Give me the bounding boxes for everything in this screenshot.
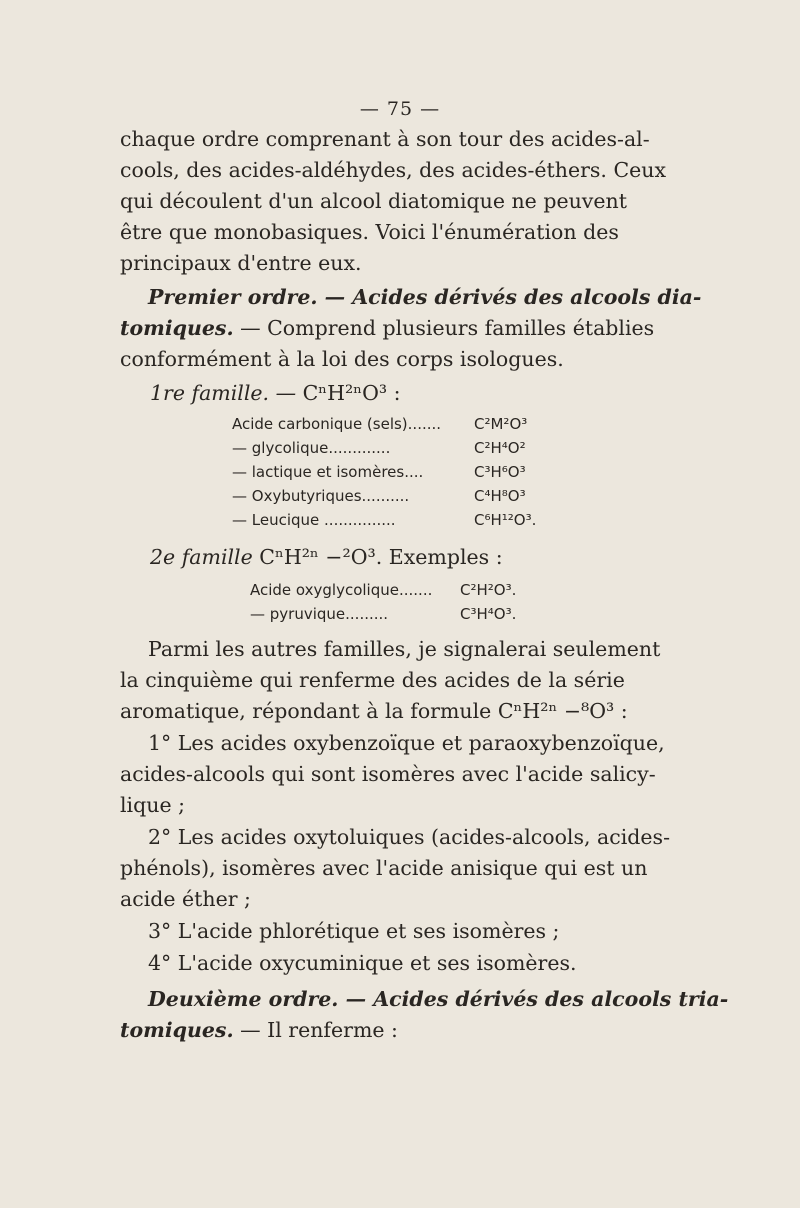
compound-formula: C⁴H⁸O³: [474, 487, 526, 505]
list-item-line: 4° L'acide oxycuminique et ses isomères.: [148, 951, 577, 975]
compound-name: Acide carbonique (sels).......: [232, 415, 442, 433]
text-line: être que monobasiques. Voici l'énumération des: [120, 220, 619, 244]
section-heading: Deuxième ordre. — Acides dérivés des alcools tria-: [148, 987, 729, 1011]
compound-name: — Leucique ...............: [232, 511, 396, 529]
family-heading: [150, 544, 590, 570]
compound-formula: C²M²O³: [474, 415, 528, 433]
family-formula: CⁿH²ⁿ −²O³. Exemples :: [259, 545, 503, 569]
list-item-line: 1° Les acides oxybenzoïque et paraoxybenzoïque,: [148, 731, 665, 755]
text-line: la cinquième qui renferme des acides de la série: [120, 668, 625, 692]
list-item-line: 3° L'acide phlorétique et ses isomères ;: [148, 919, 560, 943]
compound-name: — Oxybutyriques..........: [232, 487, 410, 505]
compound-formula: C²H⁴O²: [474, 439, 526, 457]
family-heading: [150, 380, 590, 406]
text-run: — Il renferme :: [233, 1018, 398, 1042]
text-line: Parmi les autres familles, je signalerai seulement: [148, 637, 661, 661]
section-heading-cont: tomiques.: [120, 1018, 234, 1042]
text-line: principaux d'entre eux.: [120, 251, 362, 275]
compound-formula: C³H⁴O³.: [460, 605, 517, 623]
family-label: 1re famille. —: [150, 381, 303, 405]
compound-name: Acide oxyglycolique.......: [250, 581, 433, 599]
list-item-line: 2° Les acides oxytoluiques (acides-alcools, acides-: [148, 825, 670, 849]
text-line: qui découlent d'un alcool diatomique ne peuvent: [120, 189, 627, 213]
text-run: — Comprend plusieurs familles établies: [233, 316, 655, 340]
compound-name: — pyruvique.........: [250, 605, 389, 623]
list-item-line: lique ;: [120, 793, 185, 817]
page-number: — 75 —: [359, 98, 441, 120]
compound-name: — lactique et isomères....: [232, 463, 424, 481]
list-item-line: acides-alcools qui sont isomères avec l'acide salicy-: [120, 762, 656, 786]
text-line: conformément à la loi des corps isologues.: [120, 347, 564, 371]
family-label: 2e famille: [150, 545, 260, 569]
text-line: chaque ordre comprenant à son tour des acides-al-: [120, 127, 650, 151]
section-heading: Premier ordre. — Acides dérivés des alcools dia-: [148, 285, 702, 309]
text-line: cools, des acides-aldéhydes, des acides-éthers. Ceux: [120, 158, 667, 182]
list-item-line: phénols), isomères avec l'acide anisique qui est un: [120, 856, 648, 880]
list-item-line: acide éther ;: [120, 887, 251, 911]
family-formula: CⁿH²ⁿO³ :: [302, 381, 401, 405]
text-line: [120, 1017, 615, 1043]
text-line: [120, 315, 655, 341]
compound-name: — glycolique.............: [232, 439, 391, 457]
compound-formula: C²H²O³.: [460, 581, 517, 599]
text-line: aromatique, répondant à la formule CⁿH²ⁿ −⁸O³ :: [120, 699, 628, 723]
section-heading-cont: tomiques.: [120, 316, 234, 340]
compound-formula: C⁶H¹²O³.: [474, 511, 537, 529]
compound-formula: C³H⁶O³: [474, 463, 526, 481]
